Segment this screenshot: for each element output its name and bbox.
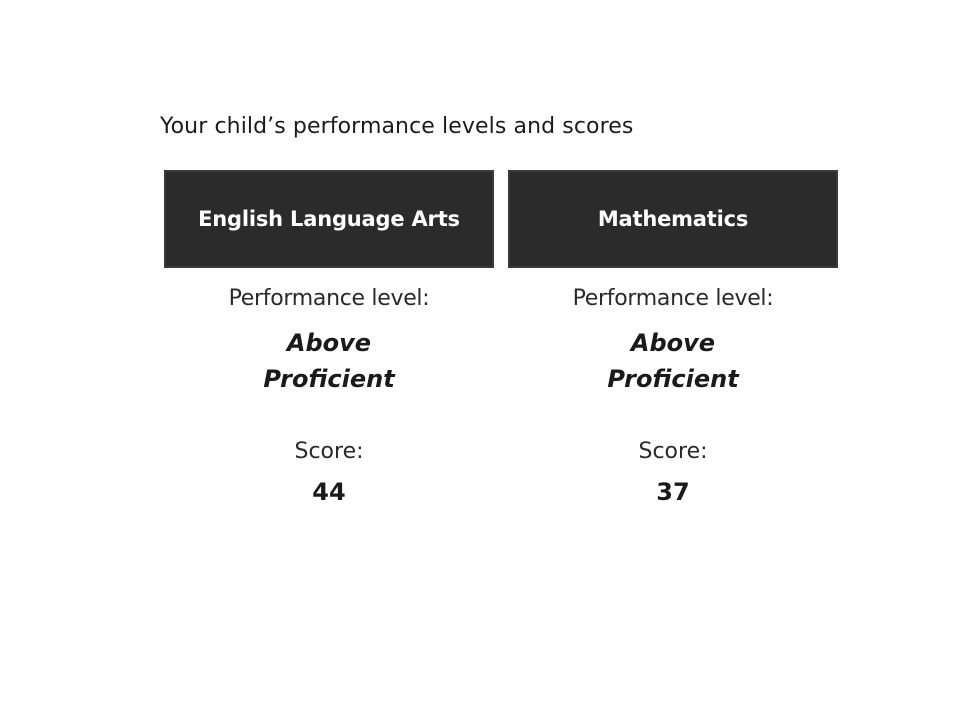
subject-name: Mathematics [597, 207, 749, 231]
subject-name: English Language Arts [198, 207, 460, 231]
score-label: Score: [294, 439, 364, 464]
performance-level-value [508, 325, 838, 397]
performance-level-line-1: Above [630, 329, 716, 357]
subject-card-english-language-arts [164, 170, 494, 506]
subject-header [508, 170, 838, 268]
score-label: Score: [638, 439, 708, 464]
score-value: 37 [656, 478, 690, 506]
performance-level-line-1: Above [286, 329, 372, 357]
performance-level-value [164, 325, 494, 397]
performance-level-label: Performance level: [572, 286, 774, 311]
subject-card-mathematics [508, 170, 838, 506]
score-value: 44 [312, 478, 346, 506]
performance-level-line-2: Proficient [263, 365, 395, 393]
subject-header [164, 170, 494, 268]
performance-level-line-2: Proficient [607, 365, 739, 393]
section-title: Your child’s performance levels and scores [160, 114, 634, 139]
performance-level-label: Performance level: [228, 286, 430, 311]
